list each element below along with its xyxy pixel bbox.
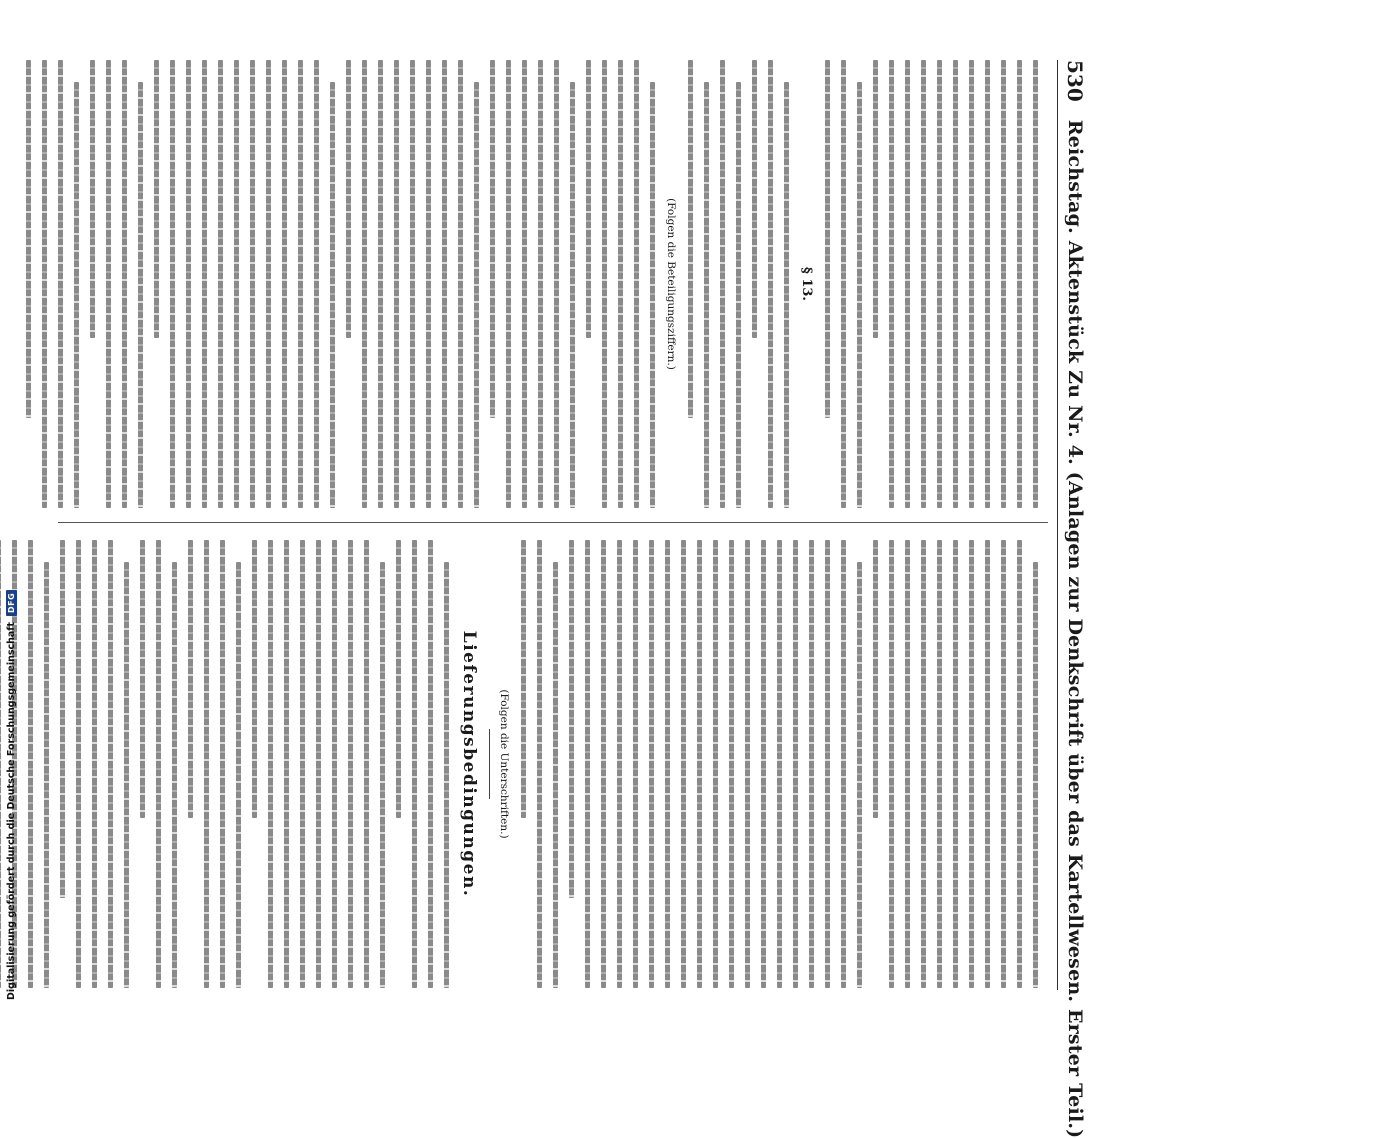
closing-note: (Folgen die Unterschriften.) xyxy=(498,689,510,839)
text-block xyxy=(26,60,655,508)
section-heading: § 13. xyxy=(799,267,814,301)
left-column xyxy=(48,60,1048,508)
text-block xyxy=(521,540,1038,988)
right-column xyxy=(48,540,1048,988)
page-header xyxy=(1057,60,1092,1138)
credit-text: Digitalisierung gefördert durch die Deutsche Forschungsgemeinschaft xyxy=(5,622,17,1000)
text-block xyxy=(688,60,789,508)
text-block xyxy=(825,60,1038,508)
column-divider xyxy=(58,522,1048,523)
digitization-credit xyxy=(4,0,18,1000)
divider-rule xyxy=(489,729,490,799)
running-title: Reichstag. Aktenstück Zu Nr. 4. (Anlagen zur Denkschrift über das Kartellwesen. Erster Teil.) xyxy=(1064,119,1086,1138)
dfg-logo: DFG xyxy=(6,590,17,616)
section-heading: Lieferungsbedingungen. xyxy=(459,630,479,898)
section-note: (Folgen die Beteiligungsziffern.) xyxy=(665,198,677,370)
page-number: 530 xyxy=(1063,60,1087,102)
text-block xyxy=(0,540,449,988)
